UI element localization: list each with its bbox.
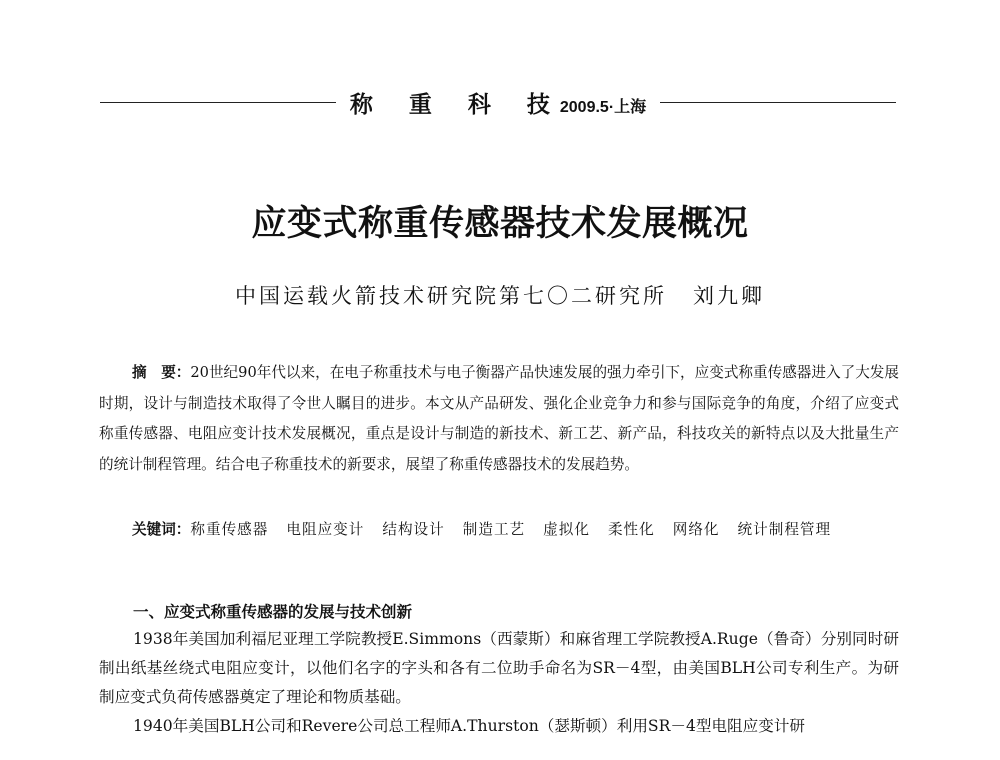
keyword: 统计制程管理 <box>737 521 832 538</box>
keyword: 电阻应变计 <box>286 521 365 538</box>
keyword: 结构设计 <box>382 521 445 538</box>
author: 刘九卿 <box>693 284 765 308</box>
body-paragraph: 1938年美国加利福尼亚理工学院教授E.Simmons（西蒙斯）和麻省理工学院教授A.Ruge（鲁奇）分别同时研制出纸基丝绕式电阻应变计，以他们名字的字头和各有二位助手命名为SR－4型，由美国BLH公司专利生产。为研制应变式负荷传感器奠定了理论和物质基础。 <box>99 630 899 706</box>
journal-issue: 2009.5·上海 <box>559 98 647 116</box>
header-rule-right <box>660 102 896 103</box>
abstract <box>99 358 899 480</box>
keyword: 柔性化 <box>607 521 655 538</box>
header-rule-left <box>100 102 336 103</box>
keywords-label: 关键词： <box>132 521 191 538</box>
journal-name: 称 重 科 技 <box>349 90 564 118</box>
body-paragraph: 1940年美国BLH公司和Revere公司总工程师A.Thurston（瑟斯顿）利用SR－4型电阻应变计研 <box>133 717 806 735</box>
paper-title: 应变式称重传感器技术发展概况 <box>251 203 749 244</box>
keywords <box>99 515 899 546</box>
body-text <box>99 625 899 741</box>
byline <box>0 280 1000 310</box>
keyword: 称重传感器 <box>190 521 269 538</box>
affiliation: 中国运载火箭技术研究院第七〇二研究所 <box>235 284 667 308</box>
section-heading: 一、应变式称重传感器的发展与技术创新 <box>133 604 413 621</box>
keyword: 虚拟化 <box>543 521 590 538</box>
keyword: 制造工艺 <box>462 521 526 538</box>
keyword: 网络化 <box>672 521 720 538</box>
abstract-text: 20世纪90年代以来，在电子称重技术与电子衡器产品快速发展的强力牵引下，应变式称重传感器进入了大发展时期，设计与制造技术取得了令世人瞩目的进步。本文从产品研发、强化企业竞争力和参与国际竞争的角度，介绍了应变式称重传感器、电阻应变计技术发展概况，重点是设计与制造的新技术、新工艺、新产品，科技攻关的新特点以及大批量生产的统计制程管理。结合电子称重技术的新要求，展望了称重传感器技术的发展趋势。 <box>99 364 899 473</box>
running-header <box>100 82 896 122</box>
abstract-label: 摘 要： <box>132 364 191 381</box>
journal-block <box>336 86 660 119</box>
